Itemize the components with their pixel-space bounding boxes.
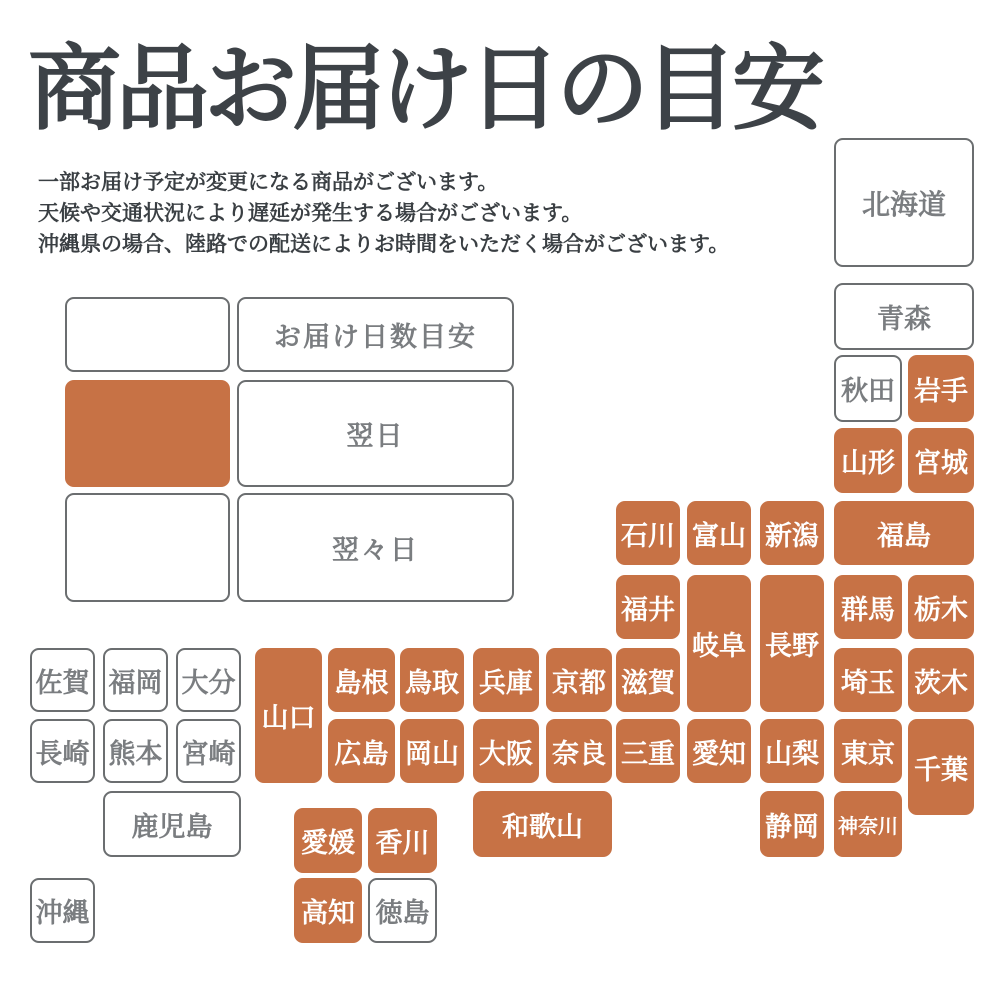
prefecture-静岡: 静岡 [760, 791, 824, 857]
prefecture-大分: 大分 [176, 648, 241, 712]
prefecture-宮崎: 宮崎 [176, 719, 241, 783]
legend-header-label: お届け日数目安 [237, 297, 514, 372]
prefecture-鹿児島: 鹿児島 [103, 791, 241, 857]
prefecture-青森: 青森 [834, 283, 974, 350]
prefecture-和歌山: 和歌山 [473, 791, 612, 857]
prefecture-福井: 福井 [616, 575, 680, 639]
prefecture-兵庫: 兵庫 [473, 648, 539, 712]
prefecture-山口: 山口 [255, 648, 322, 783]
prefecture-沖縄: 沖縄 [30, 878, 95, 943]
page-title: 商品お届け日の目安 [28, 37, 820, 141]
prefecture-徳島: 徳島 [368, 878, 437, 943]
prefecture-愛媛: 愛媛 [294, 808, 362, 873]
note-line-3: 沖縄県の場合、陸路での配送によりお時間をいただく場合がございます。 [38, 233, 730, 256]
prefecture-福島: 福島 [834, 501, 974, 565]
prefecture-長野: 長野 [760, 575, 824, 712]
prefecture-三重: 三重 [616, 719, 680, 783]
prefecture-埼玉: 埼玉 [834, 648, 902, 712]
prefecture-神奈川: 神奈川 [834, 791, 902, 857]
prefecture-香川: 香川 [368, 808, 437, 873]
note-line-2: 天候や交通状況により遅延が発生する場合がございます。 [38, 202, 583, 225]
prefecture-北海道: 北海道 [834, 138, 974, 267]
prefecture-秋田: 秋田 [834, 355, 902, 422]
prefecture-群馬: 群馬 [834, 575, 902, 639]
prefecture-京都: 京都 [546, 648, 612, 712]
prefecture-岡山: 岡山 [400, 719, 464, 783]
prefecture-長崎: 長崎 [30, 719, 95, 783]
prefecture-広島: 広島 [328, 719, 395, 783]
note-line-1: 一部お届け予定が変更になる商品がございます。 [38, 171, 499, 194]
prefecture-高知: 高知 [294, 878, 362, 943]
prefecture-千葉: 千葉 [908, 719, 974, 815]
prefecture-佐賀: 佐賀 [30, 648, 95, 712]
prefecture-大阪: 大阪 [473, 719, 539, 783]
prefecture-熊本: 熊本 [103, 719, 168, 783]
prefecture-愛知: 愛知 [687, 719, 751, 783]
prefecture-山形: 山形 [834, 428, 902, 493]
prefecture-滋賀: 滋賀 [616, 648, 680, 712]
prefecture-福岡: 福岡 [103, 648, 168, 712]
prefecture-東京: 東京 [834, 719, 902, 783]
legend-next-day-label: 翌日 [237, 380, 514, 487]
prefecture-栃木: 栃木 [908, 575, 974, 639]
prefecture-石川: 石川 [616, 501, 680, 565]
prefecture-山梨: 山梨 [760, 719, 824, 783]
prefecture-宮城: 宮城 [908, 428, 974, 493]
prefecture-富山: 富山 [687, 501, 751, 565]
legend-second-day-label: 翌々日 [237, 493, 514, 602]
prefecture-奈良: 奈良 [546, 719, 612, 783]
prefecture-鳥取: 鳥取 [400, 648, 464, 712]
prefecture-岩手: 岩手 [908, 355, 974, 422]
prefecture-茨木: 茨木 [908, 648, 974, 712]
prefecture-島根: 島根 [328, 648, 395, 712]
prefecture-新潟: 新潟 [760, 501, 824, 565]
prefecture-岐阜: 岐阜 [687, 575, 751, 712]
